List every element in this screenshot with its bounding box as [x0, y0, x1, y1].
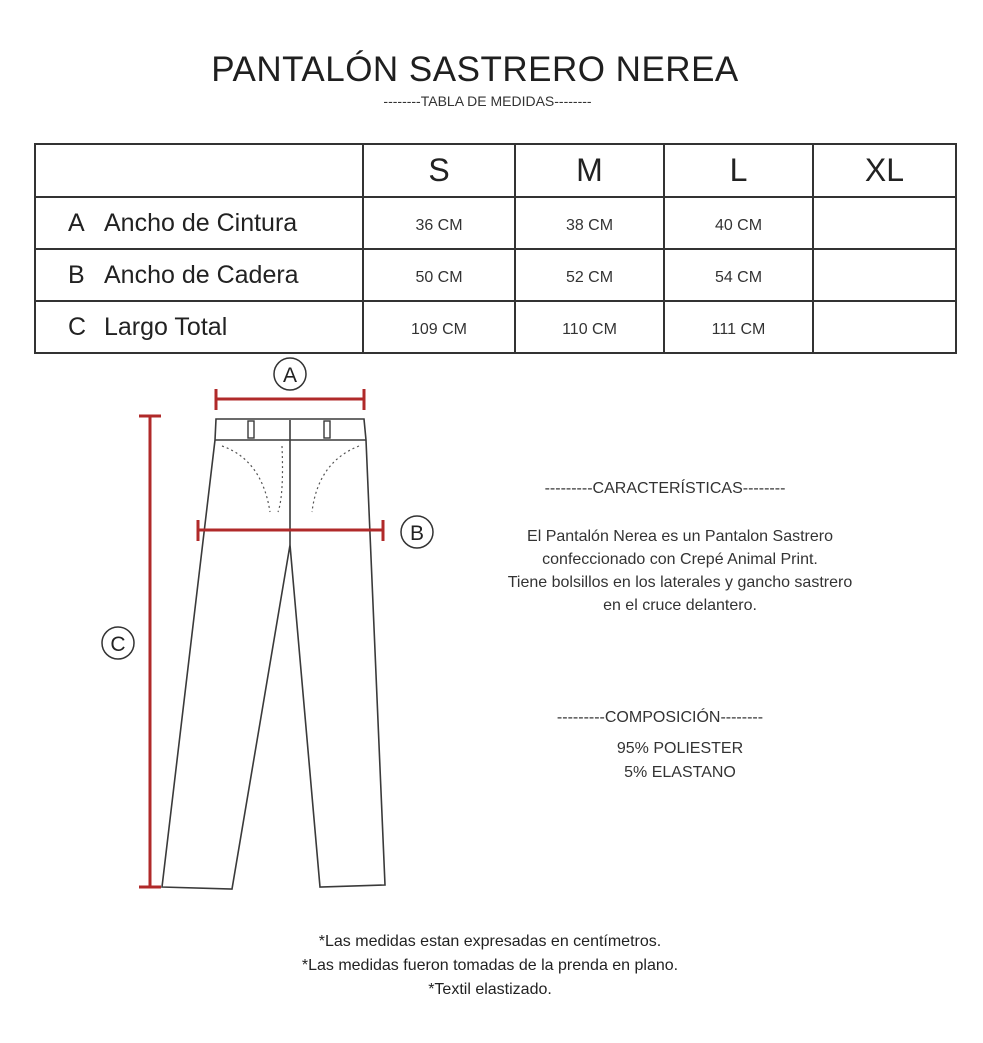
table-cell: 52 CM — [515, 249, 664, 301]
row-label-text: Ancho de Cadera — [104, 260, 299, 289]
table-cell: 54 CM — [664, 249, 813, 301]
footnote: *Las medidas estan expresadas en centímetros. — [318, 933, 662, 950]
features-heading: ---------CARACTERÍSTICAS-------- — [544, 480, 786, 497]
row-label-text: Largo Total — [104, 312, 228, 341]
right-pocket-stitch — [312, 446, 359, 512]
features-line: Tiene bolsillos en los laterales y gancho sastrero — [507, 574, 853, 591]
composition-list — [600, 737, 760, 785]
table-cell: 36 CM — [363, 197, 515, 249]
features-line: en el cruce delantero. — [603, 597, 757, 614]
row-letter: B — [68, 260, 85, 289]
size-header-l: L — [664, 144, 813, 197]
marker-a — [274, 358, 306, 390]
footnote: *Las medidas fueron tomadas de la prenda en plano. — [301, 957, 679, 974]
table-cell: 111 CM — [664, 301, 813, 353]
page-title: PANTALÓN SASTRERO NEREA — [211, 50, 739, 89]
row-letter: C — [68, 312, 87, 341]
marker-b — [401, 516, 433, 548]
marker-a-letter: A — [282, 364, 298, 387]
fly-stitch — [278, 446, 283, 512]
features-line: confeccionado con Crepé Animal Print. — [542, 551, 818, 568]
belt-loop-left — [248, 421, 254, 438]
features-description — [480, 525, 880, 617]
composition-item: 5% ELASTANO — [624, 764, 736, 781]
size-header-xl: XL — [813, 144, 956, 197]
features-line: El Pantalón Nerea es un Pantalon Sastrero — [527, 528, 833, 545]
row-letter: A — [68, 208, 85, 237]
size-header-m: M — [515, 144, 664, 197]
table-cell: 109 CM — [363, 301, 515, 353]
table-cell: 38 CM — [515, 197, 664, 249]
measure-lines — [139, 389, 383, 887]
row-label-text: Ancho de Cintura — [104, 208, 298, 237]
pants-outline — [162, 419, 385, 889]
table-cell: 40 CM — [664, 197, 813, 249]
composition-heading: ---------COMPOSICIÓN-------- — [556, 709, 764, 726]
page-subtitle: --------TABLA DE MEDIDAS-------- — [383, 93, 592, 109]
table-cell: 110 CM — [515, 301, 664, 353]
marker-c — [102, 627, 134, 659]
left-pocket-stitch — [222, 446, 270, 512]
size-header-s: S — [363, 144, 515, 197]
footnote: *Textil elastizado. — [428, 981, 552, 998]
belt-loop-right — [324, 421, 330, 438]
footnotes — [200, 930, 780, 1002]
table-cell: 50 CM — [363, 249, 515, 301]
marker-c-letter: C — [110, 633, 126, 656]
marker-b-letter: B — [409, 522, 425, 545]
belt-loops — [248, 421, 330, 438]
composition-item: 95% POLIESTER — [616, 740, 744, 757]
pants-silhouette — [162, 419, 385, 889]
